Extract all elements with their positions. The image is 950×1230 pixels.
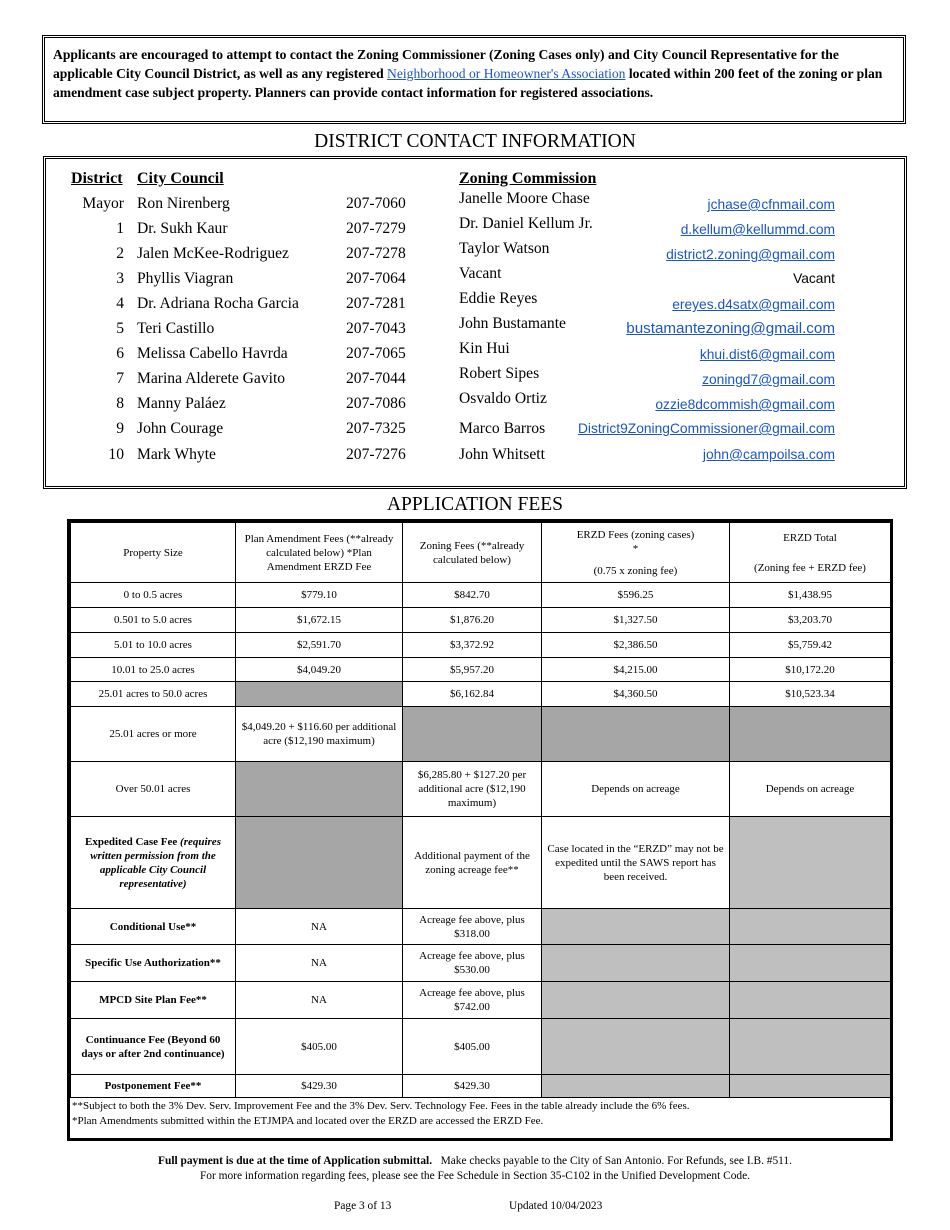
fee-cell: 25.01 acres to 50.0 acres — [71, 682, 236, 707]
council-phone: 207-7043 — [346, 320, 406, 337]
header-property-size: Property Size — [71, 523, 236, 583]
fee-cell: $2,386.50 — [542, 633, 730, 658]
zoning-commissioner: Kin Hui — [459, 340, 510, 357]
commissioner-email-link[interactable]: john@campoilsa.com — [702, 447, 835, 462]
contact-row — [46, 390, 904, 420]
district-number: 7 — [116, 370, 124, 387]
zoning-commissioner: Robert Sipes — [459, 365, 540, 382]
header-zoning-fees: Zoning Fees (**already calculated below) — [403, 523, 542, 583]
fee-cell: $1,438.95 — [730, 583, 891, 608]
council-member: Ron Nirenberg — [137, 195, 230, 212]
notice-text-start: Applicants are encouraged to attempt to contact the Zoning Commissioner (Zoning Cases only) and City Council Representative for the applicable City Council District, as well as any registered — [53, 47, 839, 81]
fee-cell: $5,759.42 — [730, 633, 891, 658]
commissioner-email-link[interactable]: bustamantezoning@gmail.com — [626, 320, 835, 337]
header-erzd-formula: (0.75 x zoning fee) — [593, 564, 678, 577]
commissioner-email-link[interactable]: zoningd7@gmail.com — [702, 372, 835, 387]
fee-cell: $842.70 — [403, 583, 542, 608]
council-phone: 207-7276 — [346, 446, 406, 463]
fee-cell: $779.10 — [236, 583, 403, 608]
fee-row — [71, 817, 891, 909]
commissioner-email-link[interactable]: ozzie8dcommish@gmail.com — [655, 397, 835, 412]
fee-cell: $3,372.92 — [403, 633, 542, 658]
commissioner-email-link[interactable]: jchase@cfnmail.com — [707, 197, 835, 212]
contact-row — [46, 420, 904, 445]
fee-cell: 10.01 to 25.0 acres — [71, 658, 236, 682]
fee-cell: $10,523.34 — [730, 682, 891, 707]
fee-cell: Depends on acreage — [542, 762, 730, 817]
fee-row — [71, 945, 891, 982]
fee-row — [71, 633, 891, 658]
commissioner-email-link[interactable]: ereyes.d4satx@gmail.com — [672, 297, 835, 312]
fee-schedule-note: For more information regarding fees, please see the Fee Schedule in Section 35-C102 in the Unified Development Code. — [199, 1170, 751, 1182]
header-erzd-total-title: ERZD Total — [783, 531, 837, 544]
council-member: Phyllis Viagran — [137, 270, 234, 287]
council-phone: 207-7325 — [346, 420, 406, 437]
council-phone: 207-7065 — [346, 345, 406, 362]
council-member: Jalen McKee-Rodriguez — [137, 245, 289, 262]
neighborhood-association-link[interactable]: Neighborhood or Homeowner's Association — [387, 66, 626, 81]
district-number: 2 — [116, 245, 124, 262]
fee-row — [71, 583, 891, 608]
fee-cell: Acreage fee above, plus $318.00 — [403, 909, 542, 945]
shaded-cell — [730, 909, 891, 945]
shaded-cell — [236, 762, 403, 817]
updated-date: Updated 10/04/2023 — [509, 1200, 603, 1212]
expedited-fee-label: Expedited Case Fee — [85, 835, 178, 848]
district-contact-title: DISTRICT CONTACT INFORMATION — [314, 131, 636, 152]
header-erzd-fees — [542, 523, 730, 583]
fee-cell: Case located in the “ERZD” may not be expedited until the SAWS report has been received. — [542, 817, 730, 909]
fee-row — [71, 608, 891, 633]
application-fees-table — [67, 519, 893, 1141]
shaded-cell — [542, 909, 730, 945]
district-number: 3 — [116, 270, 124, 287]
council-phone: 207-7279 — [346, 220, 406, 237]
fee-cell — [71, 817, 236, 909]
district-number: 6 — [116, 345, 124, 362]
fee-notes — [70, 1098, 890, 1138]
fee-cell: Specific Use Authorization** — [71, 945, 236, 982]
fee-cell: 5.01 to 10.0 acres — [71, 633, 236, 658]
page-number: Page 3 of 13 — [334, 1200, 392, 1212]
commissioner-email-vacant: Vacant — [793, 271, 835, 286]
header-erzd-total — [730, 523, 891, 583]
district-number: 5 — [116, 320, 124, 337]
fee-cell: Additional payment of the zoning acreage fee** — [403, 817, 542, 909]
fees-header-row — [71, 523, 891, 583]
shaded-cell — [236, 682, 403, 707]
fee-row — [71, 982, 891, 1019]
header-erzd-fees-title: ERZD Fees (zoning cases) — [576, 528, 695, 541]
fee-row — [71, 1075, 891, 1098]
shaded-cell — [542, 1075, 730, 1098]
fee-cell: NA — [236, 982, 403, 1019]
application-fees-title: APPLICATION FEES — [386, 494, 564, 515]
fee-cell: $6,285.80 + $127.20 per additional acre ($12,190 maximum) — [403, 762, 542, 817]
fee-cell: $6,162.84 — [403, 682, 542, 707]
fee-cell: Acreage fee above, plus $530.00 — [403, 945, 542, 982]
district-number: 1 — [116, 220, 124, 237]
zoning-commissioner: John Whitsett — [459, 446, 545, 463]
payment-note-bold: Full payment is due at the time of Application submittal. — [158, 1155, 433, 1167]
fee-cell: Over 50.01 acres — [71, 762, 236, 817]
district-number: 8 — [116, 395, 124, 412]
commissioner-email-link[interactable]: district2.zoning@gmail.com — [666, 247, 835, 262]
council-phone: 207-7044 — [346, 370, 406, 387]
zoning-commissioner: Osvaldo Ortiz — [459, 390, 547, 407]
zoning-commissioner: Taylor Watson — [459, 240, 550, 257]
district-contact-panel — [43, 156, 907, 489]
fee-row — [71, 762, 891, 817]
fee-cell: $405.00 — [236, 1019, 403, 1075]
zoning-commissioner: Janelle Moore Chase — [459, 190, 590, 207]
shaded-cell — [542, 1019, 730, 1075]
fee-row — [71, 658, 891, 682]
fee-cell: 0 to 0.5 acres — [71, 583, 236, 608]
expedited-fee-note: (requires written permission from the applicable City Council representative) — [90, 835, 221, 890]
header-erzd-asterisk: * — [632, 542, 639, 555]
council-phone: 207-7060 — [346, 195, 406, 212]
shaded-cell — [542, 945, 730, 982]
shaded-cell — [730, 817, 891, 909]
fee-cell: 0.501 to 5.0 acres — [71, 608, 236, 633]
zoning-commissioner: Eddie Reyes — [459, 290, 538, 307]
fee-cell: Continuance Fee (Beyond 60 days or after 2nd continuance) — [71, 1019, 236, 1075]
council-phone: 207-7281 — [346, 295, 406, 312]
district-number: Mayor — [82, 195, 124, 212]
fee-cell: $1,327.50 — [542, 608, 730, 633]
district-header: District — [71, 170, 123, 187]
commissioner-email-link[interactable]: khui.dist6@gmail.com — [699, 347, 835, 362]
council-member: Teri Castillo — [137, 320, 215, 337]
council-member: Marina Alderete Gavito — [137, 370, 286, 387]
fee-cell: $4,215.00 — [542, 658, 730, 682]
notice-text-end: located within 200 feet of the zoning or plan amendment case subject property. Planners can provide contact information for registered associations. — [53, 66, 883, 100]
council-member: Dr. Sukh Kaur — [137, 220, 228, 237]
fee-row — [71, 707, 891, 762]
fee-cell: $4,360.50 — [542, 682, 730, 707]
fee-cell: $1,672.15 — [236, 608, 403, 633]
fee-cell: NA — [236, 909, 403, 945]
commissioner-email-link[interactable]: District9ZoningCommissioner@gmail.com — [577, 421, 835, 436]
fee-cell: $429.30 — [403, 1075, 542, 1098]
shaded-cell — [730, 982, 891, 1019]
council-member: Mark Whyte — [137, 446, 216, 463]
fee-row — [71, 1019, 891, 1075]
shaded-cell — [542, 707, 730, 762]
zoning-commissioner: Dr. Daniel Kellum Jr. — [459, 215, 593, 232]
fee-cell: $10,172.20 — [730, 658, 891, 682]
fee-cell: Conditional Use** — [71, 909, 236, 945]
fee-cell: 25.01 acres or more — [71, 707, 236, 762]
city-council-header: City Council — [137, 170, 224, 187]
shaded-cell — [236, 817, 403, 909]
fee-row — [71, 909, 891, 945]
payment-note-rest: Make checks payable to the City of San Antonio. For Refunds, see I.B. #511. — [432, 1155, 792, 1167]
commissioner-email-link[interactable]: d.kellum@kellummd.com — [680, 222, 835, 237]
council-phone: 207-7086 — [346, 395, 406, 412]
zoning-commissioner: John Bustamante — [459, 315, 566, 332]
fee-cell: $405.00 — [403, 1019, 542, 1075]
zoning-commission-header: Zoning Commission — [459, 170, 597, 187]
fee-cell: $1,876.20 — [403, 608, 542, 633]
contact-notice — [42, 35, 906, 124]
fee-cell: Postponement Fee** — [71, 1075, 236, 1098]
district-number: 9 — [116, 420, 124, 437]
shaded-cell — [730, 1075, 891, 1098]
shaded-cell — [730, 1019, 891, 1075]
fee-cell: $596.25 — [542, 583, 730, 608]
fee-note-erzd: *Plan Amendments submitted within the ETJMPA and located over the ERZD are accessed the ERZD Fee. — [72, 1115, 544, 1127]
fee-cell: $5,957.20 — [403, 658, 542, 682]
fee-cell: $3,203.70 — [730, 608, 891, 633]
zoning-commissioner: Marco Barros — [459, 420, 546, 437]
council-phone: 207-7064 — [346, 270, 406, 287]
fee-row — [71, 682, 891, 707]
header-erzd-total-formula: (Zoning fee + ERZD fee) — [754, 561, 866, 574]
fee-cell: MPCD Site Plan Fee** — [71, 982, 236, 1019]
council-member: Dr. Adriana Rocha Garcia — [137, 295, 299, 312]
district-number: 10 — [108, 446, 124, 463]
district-number: 4 — [116, 295, 124, 312]
council-phone: 207-7278 — [346, 245, 406, 262]
fee-cell: Depends on acreage — [730, 762, 891, 817]
fee-note-6-percent: **Subject to both the 3% Dev. Serv. Improvement Fee and the 3% Dev. Serv. Technology Fee. Fees in the table already include the 6% fees. — [72, 1100, 690, 1112]
shaded-cell — [730, 945, 891, 982]
header-plan-amendment: Plan Amendment Fees (**already calculated below) *Plan Amendment ERZD Fee — [236, 523, 403, 583]
shaded-cell — [403, 707, 542, 762]
council-member: John Courage — [137, 420, 224, 437]
fee-cell: $4,049.20 — [236, 658, 403, 682]
council-member: Manny Paláez — [137, 395, 226, 412]
payment-note — [0, 1154, 950, 1169]
fee-cell: NA — [236, 945, 403, 982]
council-member: Melissa Cabello Havrda — [137, 345, 288, 362]
fee-cell: $4,049.20 + $116.60 per additional acre ($12,190 maximum) — [236, 707, 403, 762]
zoning-commissioner: Vacant — [459, 265, 502, 282]
fee-cell: $429.30 — [236, 1075, 403, 1098]
contact-row — [46, 446, 904, 471]
shaded-cell — [730, 707, 891, 762]
shaded-cell — [542, 982, 730, 1019]
fee-cell: $2,591.70 — [236, 633, 403, 658]
fee-cell: Acreage fee above, plus $742.00 — [403, 982, 542, 1019]
